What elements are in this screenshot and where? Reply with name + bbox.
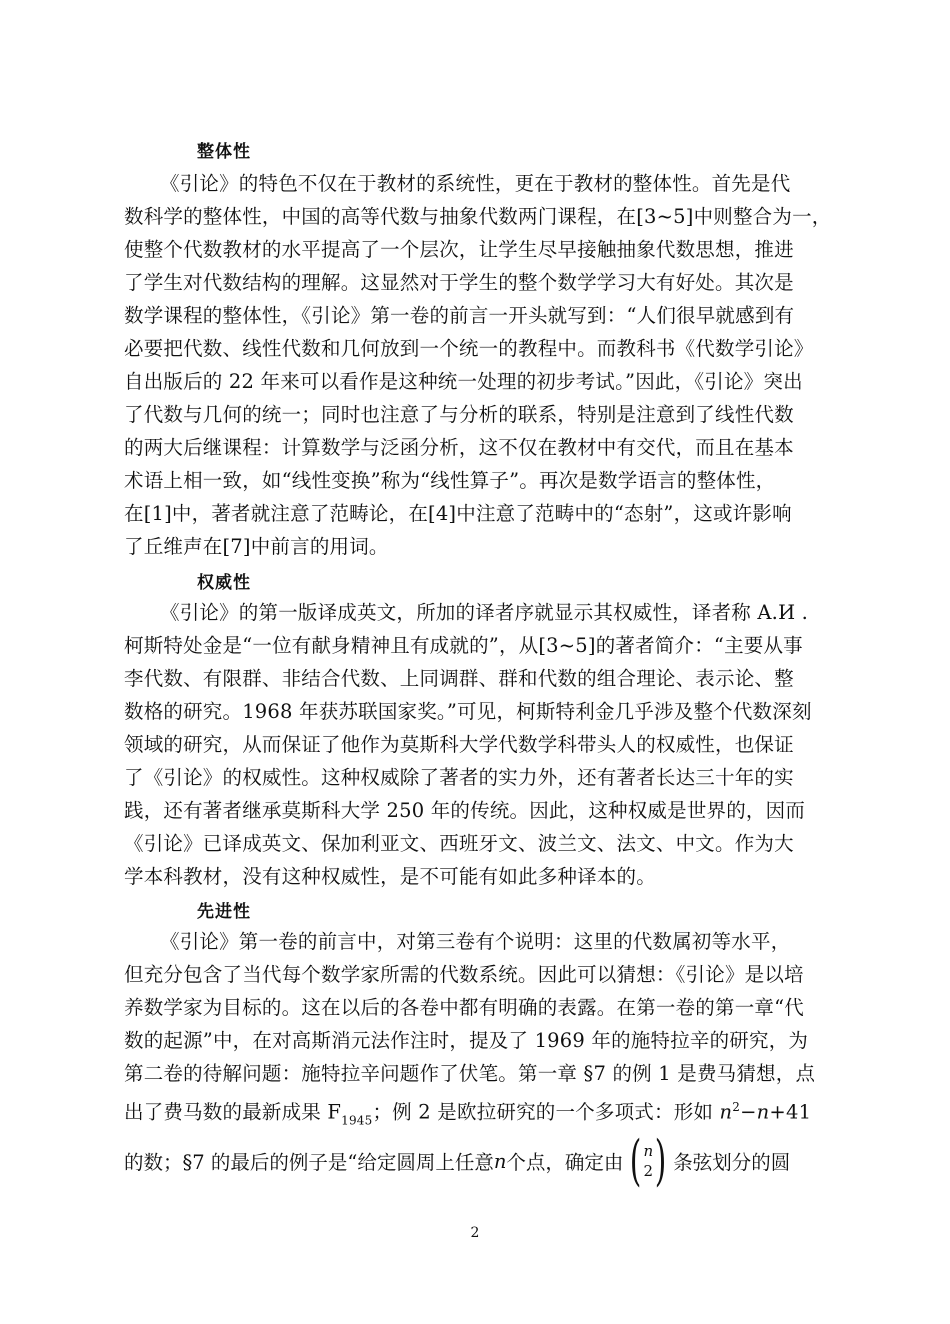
paragraph-line: 术语上相一致，如“线性变换”称为“线性算子”。再次是数学语言的整体性， xyxy=(124,469,776,492)
paragraph-line: 《引论》第一卷的前言中，对第三卷有个说明：这里的代数属初等水平， xyxy=(160,930,791,953)
binomial-coefficient xyxy=(625,1129,671,1192)
paragraph-line: 领域的研究，从而保证了他作为莫斯科大学代数学科带头人的权威性，也保证 xyxy=(124,733,794,756)
paragraph-line: 柯斯特处金是“一位有献身精神且有成就的”，从[3~5]的著者简介：“主要从事 xyxy=(124,634,803,657)
section-heading-wholeness: 整体性 xyxy=(197,142,251,162)
binomial-tail-text: 条弦划分的圆 xyxy=(673,1151,791,1174)
fermat-text: 出了费马数的最新成果 F xyxy=(124,1100,342,1124)
paragraph-line: 的两大后继课程：计算数学与泛函分析，这不仅在教材中有交代，而且在基本 xyxy=(124,436,794,459)
right-paren-icon: ) xyxy=(654,1129,667,1192)
paragraph-line: 数科学的整体性，中国的高等代数与抽象代数两门课程，在[3~5]中则整合为一， xyxy=(124,205,832,228)
section-heading-advancement: 先进性 xyxy=(197,902,251,922)
polynomial-tail: +41 xyxy=(769,1100,812,1124)
paragraph-line-binomial xyxy=(124,1131,790,1191)
paragraph-line: 数学课程的整体性，《引论》第一卷的前言一开头就写到：“人们很早就感到有 xyxy=(124,304,795,327)
left-paren-icon: ( xyxy=(630,1129,642,1192)
paragraph-line: 了《引论》的权威性。这种权威除了著者的实力外，还有著者长达三十年的实 xyxy=(124,766,794,789)
paragraph-line: 自出版后的 22 年来可以看作是这种统一处理的初步考试。”因此，《引论》突出 xyxy=(124,370,803,393)
paragraph-line: 数格的研究。1968 年获苏联国家奖。”可见，柯斯特利金几乎涉及整个代数深刻 xyxy=(124,700,812,723)
paragraph-line: 践，还有著者继承莫斯科大学 250 年的传统。因此，这种权威是世界的，因而 xyxy=(124,799,806,822)
euler-text: ；例 2 是欧拉研究的一个多项式：形如 xyxy=(372,1100,720,1124)
paragraph-line: 数的起源”中，在对高斯消元法作注时，提及了 1969 年的施特拉辛的研究，为 xyxy=(124,1029,809,1052)
paragraph-line: 李代数、有限群、非结合代数、上同调群、群和代数的组合理论、表示论、整 xyxy=(124,667,794,690)
paragraph-line: 必要把代数、线性代数和几何放到一个统一的教程中。而教科书《代数学引论》 xyxy=(124,337,814,360)
variable-n: n xyxy=(493,1149,507,1173)
paragraph-line: 了学生对代数结构的理解。这显然对于学生的整个数学学习大有好处。其次是 xyxy=(124,271,794,294)
paragraph-line: 了丘维声在[7]中前言的用词。 xyxy=(124,535,389,558)
paragraph-line: 养数学家为目标的。这在以后的各卷中都有明确的表露。在第一卷的第一章“代 xyxy=(124,996,804,1019)
paragraph-line: 《引论》已译成英文、保加利亚文、西班牙文、波兰文、法文、中文。作为大 xyxy=(124,832,794,855)
binomial-top: n xyxy=(643,1142,654,1160)
fermat-subscript: 1945 xyxy=(341,1113,373,1128)
paragraph-line-fermat xyxy=(124,1095,811,1133)
paragraph-line: 第二卷的待解问题：施特拉辛问题作了伏笔。第一章 §7 的例 1 是费马猜想，点 xyxy=(124,1062,816,1085)
binomial-mid-text: 个点，确定由 xyxy=(506,1151,624,1174)
binomial-pre-text: 的数；§7 的最后的例子是“给定圆周上任意 xyxy=(124,1151,494,1174)
variable-n: n xyxy=(756,1100,770,1124)
paragraph-line: 使整个代数教材的水平提高了一个层次，让学生尽早接触抽象代数思想，推进 xyxy=(124,238,794,261)
paragraph-line: 在[1]中，著者就注意了范畴论，在[4]中注意了范畴中的“态射”，这或许影响 xyxy=(124,502,792,525)
paragraph-line: 但充分包含了当代每个数学家所需的代数系统。因此可以猜想：《引论》是以培 xyxy=(124,963,804,986)
paragraph-line: 《引论》的第一版译成英文，所加的译者序就显示其权威性，译者称 A.И . xyxy=(160,601,809,624)
exponent: 2 xyxy=(732,1100,741,1114)
binomial-bottom: 2 xyxy=(643,1162,654,1180)
variable-n: n xyxy=(719,1100,733,1124)
paragraph-line: 《引论》的特色不仅在于教材的系统性，更在于教材的整体性。首先是代 xyxy=(160,172,791,195)
paragraph-line: 学本科教材，没有这种权威性，是不可能有如此多种译本的。 xyxy=(124,865,656,888)
section-heading-authority: 权威性 xyxy=(197,573,251,593)
minus-sign: − xyxy=(740,1100,757,1124)
page-number: 2 xyxy=(470,1225,480,1241)
paragraph-line: 了代数与几何的统一；同时也注意了与分析的联系，特别是注意到了线性代数 xyxy=(124,403,794,426)
